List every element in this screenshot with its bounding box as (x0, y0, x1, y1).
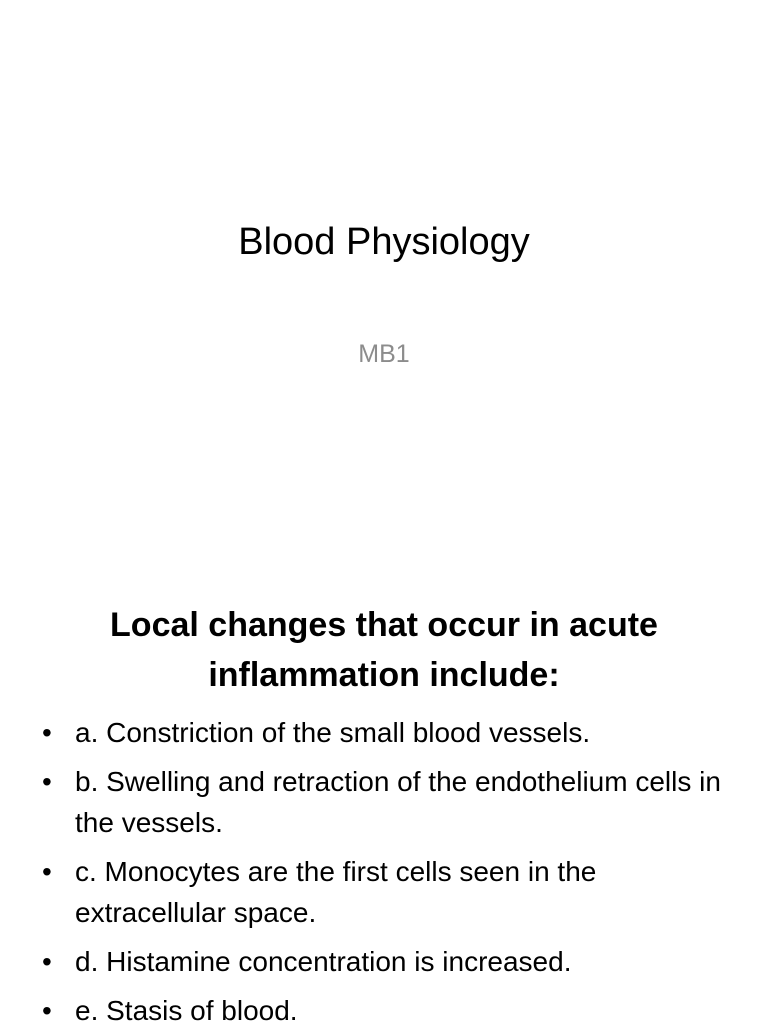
answer-option-d (40, 941, 730, 982)
answer-text: c. Monocytes are the first cells seen in the extracellular space. (75, 856, 597, 928)
bullet-icon: • (42, 766, 52, 797)
answer-text: a. Constriction of the small blood vessels. (75, 717, 591, 748)
slide-title: Blood Physiology (238, 221, 530, 263)
answer-option-c (40, 851, 730, 933)
answer-text: b. Swelling and retraction of the endothelium cells in the vessels. (75, 766, 721, 838)
bullet-icon: • (42, 717, 52, 748)
bullet-icon: • (42, 995, 52, 1024)
answer-option-b (40, 761, 730, 843)
answer-text: d. Histamine concentration is increased. (75, 946, 572, 977)
slide-subtitle: MB1 (358, 340, 410, 368)
bullet-icon: • (42, 946, 52, 977)
answer-text: e. Stasis of blood. (75, 995, 298, 1024)
question-slide (0, 576, 768, 1024)
bullet-icon: • (42, 856, 52, 887)
answer-option-e (40, 990, 730, 1024)
question-heading: Local changes that occur in acute inflammation include: (110, 606, 658, 694)
answer-list (40, 712, 730, 1024)
answer-option-a (40, 712, 730, 753)
